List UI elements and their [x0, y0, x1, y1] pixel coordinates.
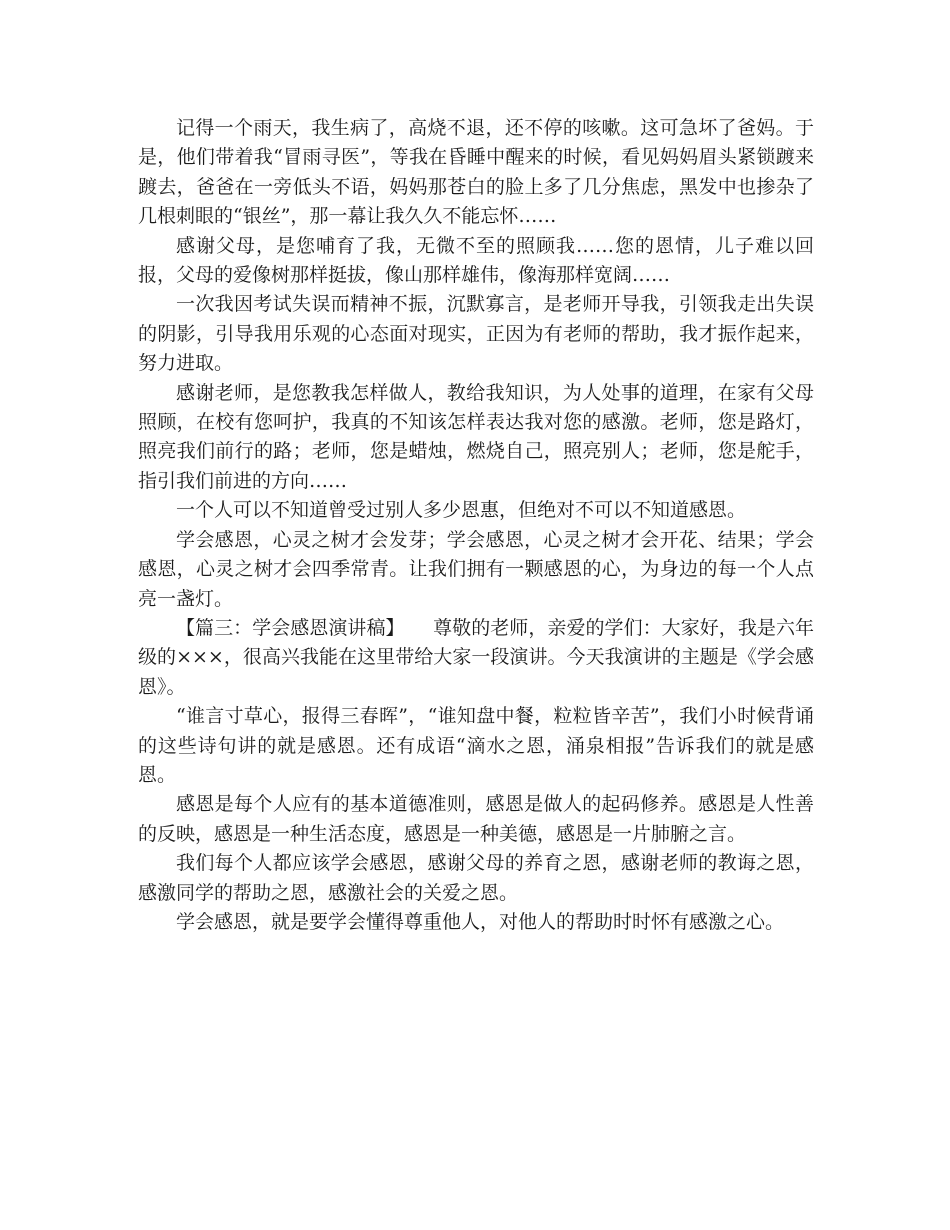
paragraph-rainy-day: 记得一个雨天，我生病了，高烧不退，还不停的咳嗽。这可急坏了爸妈。于是，他们带着我“冒雨寻医”，等我在昏睡中醒来的时候，看见妈妈眉头紧锁踱来踱去，爸爸在一旁低头不语，妈妈那苍白的脸上多了几分焦虑，黑发中也掺杂了几根刺眼的“银丝”，那一幕让我久久不能忘怀……	[138, 117, 814, 228]
paragraph-chapter-three-intro: 【篇三：学会感恩演讲稿】 尊敬的老师，亲爱的学们：大家好，我是六年级的×××，很高兴我能在这里带给大家一段演讲。今天我演讲的主题是《学会感恩》。	[138, 616, 814, 698]
paragraph-respect-others: 学会感恩，就是要学会懂得尊重他人，对他人的帮助时时怀有感激之心。	[176, 910, 785, 933]
paragraph-moral-principle: 感恩是每个人应有的基本道德准则，感恩是做人的起码修养。感恩是人性善的反映，感恩是一种生活态度，感恩是一种美德，感恩是一片肺腑之言。	[138, 793, 814, 845]
paragraph-thank-teacher: 感谢老师，是您教我怎样做人，教给我知识，为人处事的道理，在家有父母照顾，在校有您呵护，我真的不知该怎样表达我对您的感激。老师，您是路灯，照亮我们前行的路；老师，您是蜡烛，燃烧自己，照亮别人；老师，您是舵手，指引我们前进的方向……	[138, 381, 814, 492]
paragraph-poems: “谁言寸草心，报得三春晖”，“谁知盘中餐，粒粒皆辛苦”，我们小时候背诵的这些诗句讲的就是感恩。还有成语“滴水之恩，涌泉相报”告诉我们的就是感恩。	[138, 705, 814, 786]
paragraph-exam-setback: 一次我因考试失误而精神不振，沉默寡言，是老师开导我，引领我走出失误的阴影，引导我用乐观的心态面对现实，正因为有老师的帮助，我才振作起来，努力进取。	[138, 293, 814, 375]
paragraph-learn-gratitude: 学会感恩，心灵之树才会发芽；学会感恩，心灵之树才会开花、结果；学会感恩，心灵之树才会四季常青。让我们拥有一颗感恩的心，为身边的每一个人点亮一盏灯。	[138, 528, 814, 610]
paragraph-thank-parents: 感谢父母，是您哺育了我，无微不至的照顾我……您的恩情，儿子难以回报，父母的爱像树那样挺拔，像山那样雄伟，像海那样宽阔……	[138, 234, 814, 287]
document-page	[138, 114, 814, 937]
paragraph-know-gratitude: 一个人可以不知道曾受过别人多少恩惠，但绝对不可以不知道感恩。	[176, 499, 747, 522]
paragraph-everyone-grateful: 我们每个人都应该学会感恩，感谢父母的养育之恩，感谢老师的教诲之恩，感激同学的帮助之恩，感激社会的关爱之恩。	[138, 852, 814, 904]
